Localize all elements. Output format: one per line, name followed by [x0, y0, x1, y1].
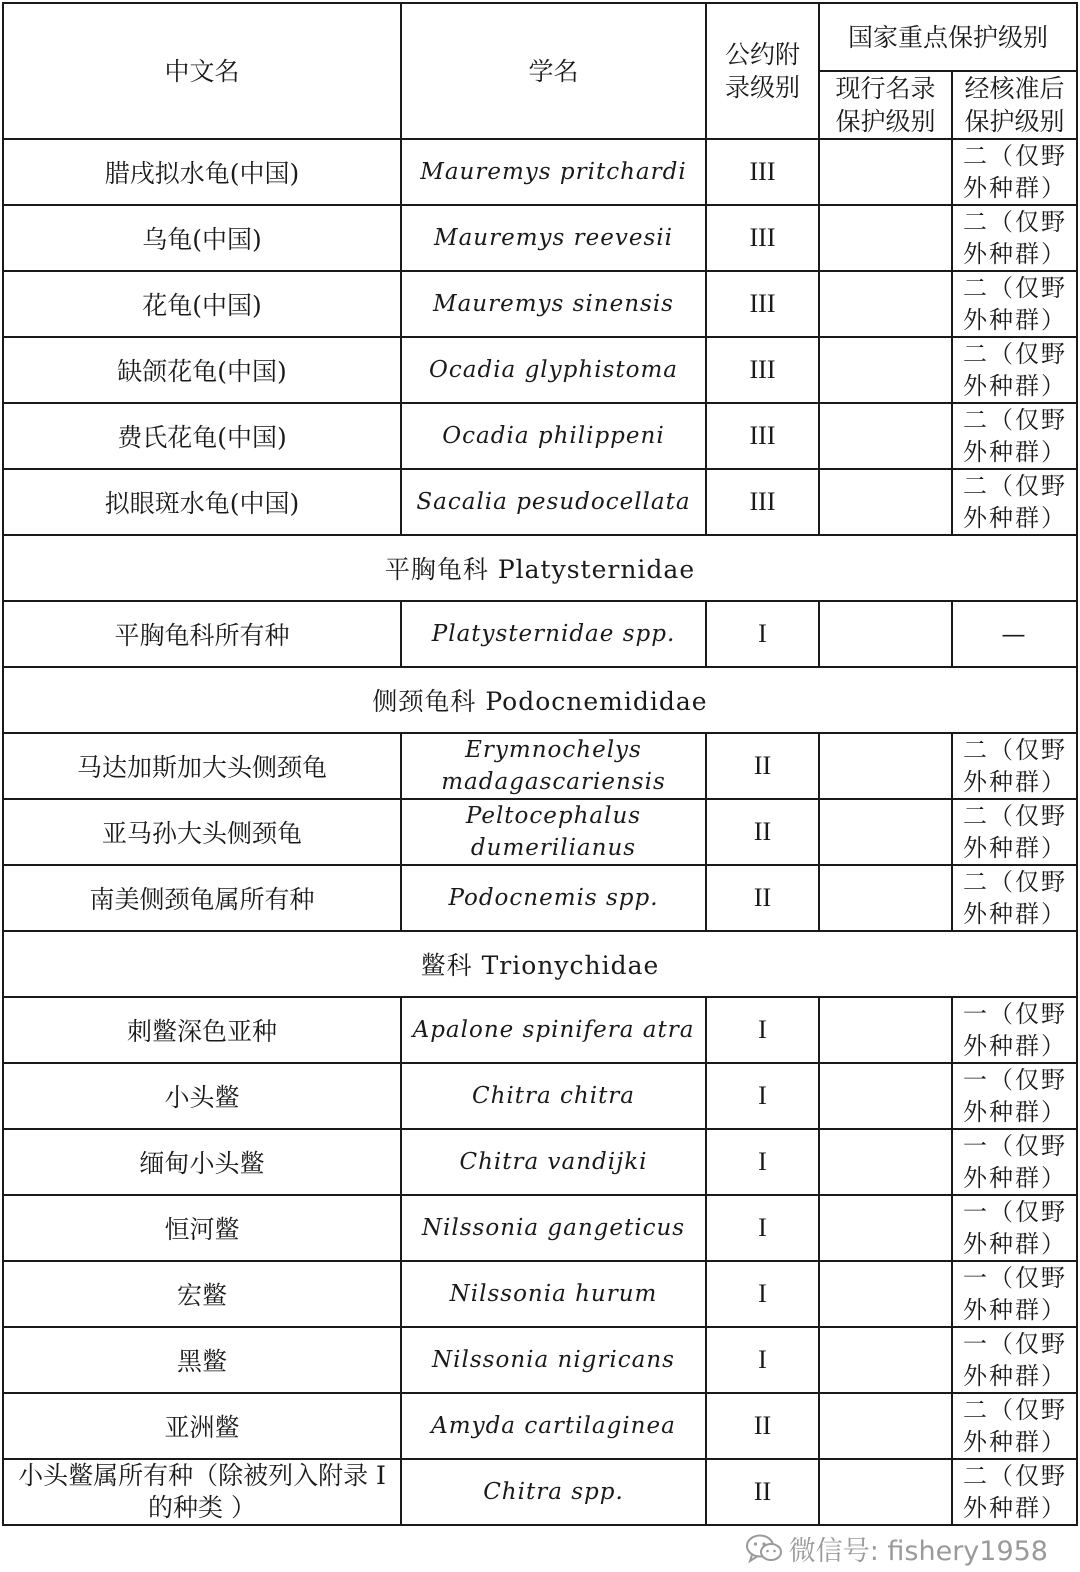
approved-level-cell: 二（仅野外种群） — [952, 733, 1077, 799]
watermark-text: 微信号: fishery1958 — [788, 1536, 1048, 1567]
scientific-name-cell: Ocadia glyphistoma — [401, 337, 706, 403]
family-row — [3, 535, 1077, 601]
scientific-name-cell: Peltocephalus dumerilianus — [401, 799, 706, 865]
chinese-name-cell: 宏鳖 — [3, 1261, 401, 1327]
chinese-name-cell: 花龟(中国) — [3, 271, 401, 337]
table-body — [3, 139, 1077, 1525]
approved-level-cell: 一（仅野外种群） — [952, 1195, 1077, 1261]
current-level-cell — [819, 337, 952, 403]
header-scientific-name: 学名 — [401, 3, 706, 139]
header-approved-level — [952, 71, 1077, 139]
current-level-cell — [819, 601, 952, 667]
appendix-cell: III — [706, 337, 819, 403]
current-level-cell — [819, 799, 952, 865]
chinese-name-cell: 刺鳖深色亚种 — [3, 997, 401, 1063]
chinese-name-cell: 南美侧颈龟属所有种 — [3, 865, 401, 931]
current-level-cell — [819, 271, 952, 337]
approved-level-cell: 二（仅野外种群） — [952, 1393, 1077, 1459]
current-level-cell — [819, 1393, 952, 1459]
table-row — [3, 403, 1077, 469]
scientific-name-cell: Chitra vandijki — [401, 1129, 706, 1195]
approved-level-cell: 一（仅野外种群） — [952, 1129, 1077, 1195]
table-row — [3, 1063, 1077, 1129]
table-row — [3, 1261, 1077, 1327]
approved-level-cell: 二（仅野外种群） — [952, 403, 1077, 469]
family-name: 鳖科 Trionychidae — [3, 931, 1077, 997]
appendix-cell: I — [706, 601, 819, 667]
approved-level-cell: 一（仅野外种群） — [952, 1261, 1077, 1327]
approved-level-cell: 二（仅野外种群） — [952, 799, 1077, 865]
appendix-cell: III — [706, 403, 819, 469]
table-row — [3, 139, 1077, 205]
current-level-cell — [819, 403, 952, 469]
approved-level-cell: — — [952, 601, 1077, 667]
scientific-name-cell: Platysternidae spp. — [401, 601, 706, 667]
approved-level-cell: 二（仅野外种群） — [952, 139, 1077, 205]
approved-level-cell: 二（仅野外种群） — [952, 271, 1077, 337]
table-row — [3, 733, 1077, 799]
appendix-cell: II — [706, 799, 819, 865]
current-level-cell — [819, 733, 952, 799]
table-row — [3, 1459, 1077, 1525]
approved-level-cell: 二（仅野外种群） — [952, 469, 1077, 535]
table-row — [3, 1195, 1077, 1261]
appendix-cell: III — [706, 271, 819, 337]
current-level-cell — [819, 1063, 952, 1129]
approved-level-cell: 二（仅野外种群） — [952, 1459, 1077, 1525]
chinese-name-cell: 恒河鳖 — [3, 1195, 401, 1261]
table-row — [3, 799, 1077, 865]
header-appendix — [706, 3, 819, 139]
approved-level-cell: 一（仅野外种群） — [952, 1063, 1077, 1129]
appendix-cell: II — [706, 1393, 819, 1459]
header-chinese-name: 中文名 — [3, 3, 401, 139]
appendix-cell: III — [706, 469, 819, 535]
appendix-cell: I — [706, 997, 819, 1063]
header-current-text: 现行名录保护级别 — [835, 74, 936, 136]
chinese-name-cell: 腊戌拟水龟(中国) — [3, 139, 401, 205]
table-row — [3, 469, 1077, 535]
current-level-cell — [819, 205, 952, 271]
scientific-name-cell: Apalone spinifera atra — [401, 997, 706, 1063]
current-level-cell — [819, 1195, 952, 1261]
approved-level-cell: 一（仅野外种群） — [952, 1327, 1077, 1393]
scientific-name-cell: Ocadia philippeni — [401, 403, 706, 469]
family-row — [3, 931, 1077, 997]
appendix-cell: I — [706, 1195, 819, 1261]
table-row — [3, 865, 1077, 931]
current-level-cell — [819, 1459, 952, 1525]
appendix-cell: III — [706, 139, 819, 205]
chinese-name-cell: 拟眼斑水龟(中国) — [3, 469, 401, 535]
scientific-name-cell: Mauremys pritchardi — [401, 139, 706, 205]
approved-level-cell: 一（仅野外种群） — [952, 997, 1077, 1063]
table-row — [3, 337, 1077, 403]
appendix-cell: I — [706, 1261, 819, 1327]
appendix-cell: II — [706, 1459, 819, 1525]
current-level-cell — [819, 469, 952, 535]
chinese-name-cell: 亚马孙大头侧颈龟 — [3, 799, 401, 865]
table-row — [3, 205, 1077, 271]
scientific-name-cell: Chitra spp. — [401, 1459, 706, 1525]
approved-level-cell: 二（仅野外种群） — [952, 205, 1077, 271]
chinese-name-cell: 亚洲鳖 — [3, 1393, 401, 1459]
current-level-cell — [819, 1327, 952, 1393]
chinese-name-cell: 缺颌花龟(中国) — [3, 337, 401, 403]
header-national-level: 国家重点保护级别 — [819, 3, 1077, 71]
header-appendix-text: 公约附录级别 — [724, 40, 800, 102]
family-name: 平胸龟科 Platysternidae — [3, 535, 1077, 601]
chinese-name-cell: 黑鳖 — [3, 1327, 401, 1393]
chinese-name-cell: 平胸龟科所有种 — [3, 601, 401, 667]
approved-level-cell: 二（仅野外种群） — [952, 337, 1077, 403]
current-level-cell — [819, 139, 952, 205]
appendix-cell: I — [706, 1327, 819, 1393]
scientific-name-cell: Sacalia pesudocellata — [401, 469, 706, 535]
scientific-name-cell: Nilssonia hurum — [401, 1261, 706, 1327]
header-approved-text: 经核准后保护级别 — [964, 74, 1065, 136]
table-row — [3, 1393, 1077, 1459]
current-level-cell — [819, 1261, 952, 1327]
table-row — [3, 1129, 1077, 1195]
scientific-name-cell: Nilssonia nigricans — [401, 1327, 706, 1393]
scientific-name-cell: Amyda cartilaginea — [401, 1393, 706, 1459]
family-name: 侧颈龟科 Podocnemididae — [3, 667, 1077, 733]
appendix-cell: I — [706, 1063, 819, 1129]
current-level-cell — [819, 865, 952, 931]
table-row — [3, 271, 1077, 337]
current-level-cell — [819, 997, 952, 1063]
chinese-name-cell: 费氏花龟(中国) — [3, 403, 401, 469]
protection-table — [2, 2, 1078, 1526]
appendix-cell: II — [706, 733, 819, 799]
chinese-name-cell: 小头鳖属所有种（除被列入附录 I 的种类 ） — [3, 1459, 401, 1525]
scientific-name-cell: Nilssonia gangeticus — [401, 1195, 706, 1261]
chinese-name-cell: 缅甸小头鳖 — [3, 1129, 401, 1195]
appendix-cell: III — [706, 205, 819, 271]
table-row — [3, 601, 1077, 667]
family-row — [3, 667, 1077, 733]
current-level-cell — [819, 1129, 952, 1195]
scientific-name-cell: Podocnemis spp. — [401, 865, 706, 931]
table-row — [3, 1327, 1077, 1393]
chinese-name-cell: 马达加斯加大头侧颈龟 — [3, 733, 401, 799]
appendix-cell: II — [706, 865, 819, 931]
scientific-name-cell: Chitra chitra — [401, 1063, 706, 1129]
chinese-name-cell: 小头鳖 — [3, 1063, 401, 1129]
watermark — [745, 1529, 1048, 1568]
header-current-level — [819, 71, 952, 139]
scientific-name-cell: Erymnochelys madagascariensis — [401, 733, 706, 799]
scientific-name-cell: Mauremys reevesii — [401, 205, 706, 271]
approved-level-cell: 二（仅野外种群） — [952, 865, 1077, 931]
wechat-icon — [745, 1534, 783, 1564]
chinese-name-cell: 乌龟(中国) — [3, 205, 401, 271]
table-row — [3, 997, 1077, 1063]
appendix-cell: I — [706, 1129, 819, 1195]
scientific-name-cell: Mauremys sinensis — [401, 271, 706, 337]
